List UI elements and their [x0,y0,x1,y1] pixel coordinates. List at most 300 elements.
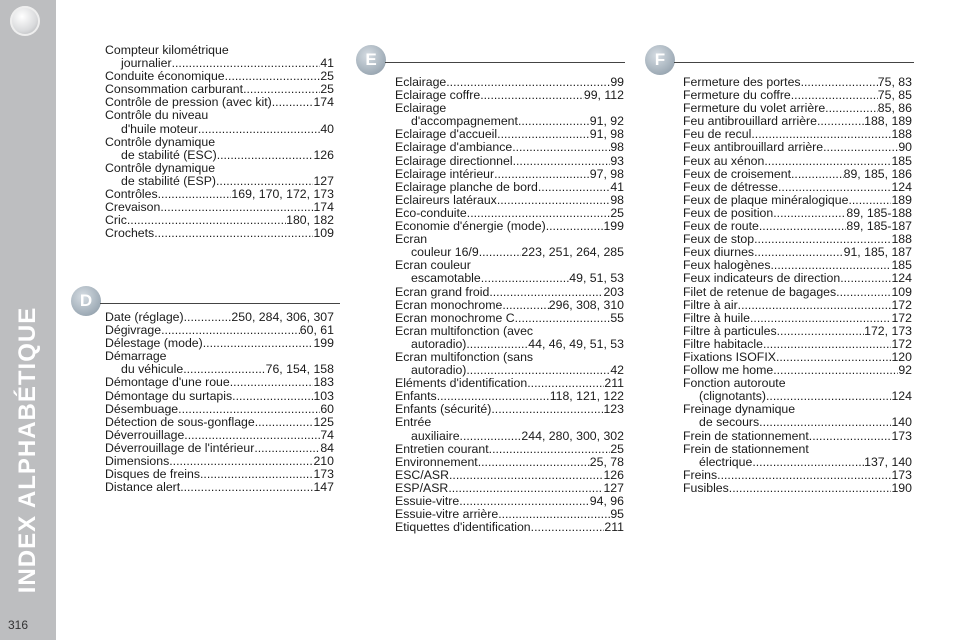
index-entry-leader [460,430,522,443]
index-entry-pages: 210 [313,454,334,469]
index-entry-term: Contrôles [105,187,158,202]
index-entry-term: de secours [699,415,760,430]
index-entry-leader [478,456,590,469]
index-entry-term: Freins [683,467,718,482]
index-entry-term: Compteur kilométrique [105,43,229,57]
page-number: 316 [8,618,29,632]
index-entry-pages: 173 [313,467,334,482]
index-entry-pages: 91, 92 [589,114,624,129]
index-entry-term: Feux de croisement [683,166,791,181]
index-entry-leader [481,272,570,285]
section-badge-d: D [71,286,101,316]
index-entry [105,403,334,416]
index-entry-pages: 123 [603,402,624,417]
corner-circle-icon [10,6,40,36]
index-entry-pages: 120 [891,349,912,364]
index-entry-term: Freinage dynamique [683,402,796,417]
index-entry-pages: 172 [891,297,912,312]
index-entry [395,469,624,482]
index-entry-term: Démontage du surtapis [105,388,233,403]
index-entry [395,521,624,534]
index-entry-pages: 125 [313,414,334,429]
index-entry [105,109,334,122]
index-entry-term: d'accompagnement [411,114,518,129]
index-entry-pages: 90 [898,140,912,155]
index-entry-term: Environnement [395,454,478,469]
index-entry [105,227,334,240]
index-entry [683,456,912,469]
index-entry [395,299,624,312]
index-entry-pages: 127 [313,173,334,188]
index-entry-term: Distance alert [105,480,181,495]
index-entry-leader [777,325,864,338]
index-entry-leader [479,246,522,259]
index-entry-leader [750,312,891,325]
index-entry-term: Feux diurnes [683,245,755,260]
index-entry [683,272,912,285]
index-entry [395,456,624,469]
index-entry [395,141,624,154]
index-entry-pages: 211 [604,376,624,391]
index-entry-leader [759,416,891,429]
index-entry-leader [809,443,912,456]
sidebar [0,0,56,640]
index-entry-leader [764,155,891,168]
index-entry-leader [203,337,314,350]
index-entry-leader [778,181,891,194]
index-entry-pages: 188, 189 [864,114,912,129]
index-entry-leader [255,416,314,429]
index-entry-leader [776,351,892,364]
index-entry-leader [538,181,610,194]
index-entry-pages: 223, 251, 264, 285 [521,245,624,260]
index-entry [683,443,912,456]
index-entry-leader [518,115,590,128]
index-entry [683,194,912,207]
index-entry-term: Crochets [105,226,155,241]
index-entry [105,429,334,442]
index-entry [395,312,624,325]
index-entry-leader [158,188,232,201]
index-entry-term: auxiliaire [411,428,460,443]
index-title: INDEX ALPHABÉTIQUE [14,306,41,594]
index-entry-pages: 98 [610,192,624,207]
index-entry-term: électrique [699,454,753,469]
index-entry [105,136,334,149]
index-entry-leader [448,482,603,495]
index-entry-leader [272,96,314,109]
index-entry-term: Enfants (sécurité) [395,402,492,417]
index-entry [683,181,912,194]
index-entry [683,430,912,443]
index-entry-pages: 103 [313,388,334,403]
index-entry-leader [840,272,891,285]
index-entry-pages: 75, 85 [877,88,912,103]
index-entry [683,312,912,325]
index-entry-leader [546,220,604,233]
index-entry-leader [184,429,320,442]
index-entry [683,325,912,338]
index-entry-pages: 99, 112 [583,88,624,103]
index-entry [395,194,624,207]
index-entry-leader [515,312,611,325]
index-entry-pages: 126 [603,467,624,482]
index-entry-term: Fixations ISOFIX [683,349,776,364]
index-entry-pages: 85, 86 [877,101,912,116]
index-entry [395,272,624,285]
index-entry-term: Entretien courant [395,441,489,456]
index-entry-pages: 49, 51, 53 [569,271,624,286]
index-entry-pages: 173 [891,428,912,443]
index-entry-leader [217,149,314,162]
index-entry-leader [848,194,891,207]
index-entry-term: Dégivrage [105,323,162,338]
index-entry-pages: 89, 185, 186 [843,166,912,181]
index-entry-leader [254,442,320,455]
index-entry-term: de stabilité (ESC) [121,147,217,162]
index-list-d [105,311,334,494]
index-entry-pages: 109 [891,284,912,299]
index-entry-pages: 93 [610,153,624,168]
index-entry-term: Entrée [395,415,432,430]
index-entry-pages: 185 [891,258,912,273]
index-entry-term: Eclairage [395,101,447,116]
index-entry-term: Crevaison [105,200,161,215]
index-entry-term: autoradio) [411,363,467,378]
index-entry-pages: 94, 96 [589,494,624,508]
index-entry-term: Filtre à particules [683,323,777,338]
index-entry-pages: 89, 185-187 [846,219,912,234]
index-entry-term: Disques de freins [105,467,201,482]
index-entry [683,482,912,495]
index-entry-term: Date (réglage) [105,310,184,324]
index-entry-pages: 41 [610,179,624,194]
index-entry [683,338,912,351]
index-entry-leader [200,468,313,481]
index-entry-pages: 60, 61 [299,323,334,338]
index-entry-term: Feux au xénon [683,153,765,168]
index-entry-term: (clignotants) [699,389,766,404]
index-entry [395,416,624,429]
index-entry-term: Feu antibrouillard arrière [683,114,817,129]
index-entry-term: Essuie-vitre [395,494,460,508]
index-entry-leader [817,115,864,128]
index-entry-pages: 203 [603,284,624,299]
index-entry-leader [229,44,334,57]
index-entry [105,162,334,175]
index-entry-leader [230,376,314,389]
index-entry-leader [752,456,864,469]
index-entry-leader [823,141,898,154]
index-entry-term: Ecran monochrome C [395,310,515,325]
index-entry-term: Désembuage [105,401,179,416]
index-entry-pages: 180, 182 [286,213,334,228]
index-entry-term: Feux de position [683,205,774,220]
section-badge-e: E [356,45,386,75]
index-entry-pages: 92 [898,363,912,378]
index-entry-term: Fermeture du coffre [683,88,791,103]
index-entry [395,286,624,299]
index-entry-term: Ecran multifonction (sans [395,349,534,364]
index-entry-term: Démontage d'une roue [105,375,230,390]
index-entry-pages: 75, 83 [877,75,912,89]
index-entry-term: ESP/ASR [395,480,449,495]
index-entry-pages: 173 [891,467,912,482]
index-entry-term: Dimensions [105,454,170,469]
index-entry-leader [215,162,334,175]
index-entry-term: Délestage (mode) [105,336,203,351]
index-entry-leader [836,286,891,299]
index-entry-term: Eclairage planche de bord [395,179,538,194]
index-entry [683,155,912,168]
index-entry-term: Feux de route [683,219,759,234]
index-entry-term: Déverrouillage [105,427,185,442]
index-entry-term: escamotable [411,271,481,286]
index-entry-leader [491,403,603,416]
index-entry-term: Eclairage d'ambiance [395,140,513,155]
index-entry-leader [466,338,528,351]
index-entry-term: de stabilité (ESP) [121,173,217,188]
index-entry-term: Economie d'énergie (mode) [395,219,546,234]
index-entry-term: Démarrage [105,349,167,364]
index-entry-pages: 169, 170, 172, 173 [231,187,334,202]
index-entry-pages: 109 [313,226,334,241]
index-entry-term: Eclaireurs latéraux [395,192,497,207]
index-entry [105,390,334,403]
index-entry-term: du véhicule [121,362,184,377]
index-entry-leader [480,89,584,102]
index-entry-pages: 172 [891,310,912,325]
index-entry [395,155,624,168]
index-entry [395,181,624,194]
index-entry-term: Feux indicateurs de direction [683,271,841,286]
index-entry-pages: 42 [610,363,624,378]
index-entry-leader [154,227,313,240]
index-entry-pages: 84 [320,440,334,455]
index-title-container [0,280,56,620]
index-entry-pages: 25 [610,441,624,456]
index-entry-pages: 126 [313,147,334,162]
index-entry-leader [531,521,605,534]
index-entry [105,149,334,162]
index-entry-term: Fusibles [683,480,729,495]
index-entry-pages: 91, 98 [589,127,624,142]
index-entry-leader [513,155,611,168]
index-entry-leader [763,338,892,351]
index-entry-leader [449,469,603,482]
index-entry-pages: 183 [313,375,334,390]
index-entry-term: Feux de détresse [683,179,779,194]
index-entry-term: Frein de stationnement [683,428,809,443]
index-entry-pages: 74 [320,427,334,442]
index-entry-term: Filtre à huile [683,310,750,325]
index-entry-pages: 40 [320,121,334,136]
index-entry-term: Filet de retenue de bagages [683,284,837,299]
index-entry [683,141,912,154]
index-entry [395,168,624,181]
index-entry-leader [489,443,611,456]
index-entry [105,123,334,136]
index-entry [683,299,912,312]
index-entry-leader [180,481,313,494]
index-entry-term: Contrôle du niveau [105,108,209,123]
index-entry-pages: 99 [610,75,624,89]
index-entry [395,430,624,443]
index-entry-pages: 199 [313,336,334,351]
index-entry-pages: 25 [320,69,334,84]
index-entry-leader [208,109,334,122]
index-entry-term: Consommation carburant [105,82,244,97]
index-entry-term: Essuie-vitre arrière [395,507,499,522]
index-entry-leader [178,403,320,416]
index-entry-leader [717,469,891,482]
index-entry-term: Feu de recul [683,127,752,142]
index-entry-leader [773,364,898,377]
index-entry-term: d'huile moteur [121,121,198,136]
index-entry-term: Contrôle de pression (avec kit) [105,95,272,110]
index-entry-pages: 140 [891,415,912,430]
index-entry-term: Filtre habitacle [683,336,763,351]
index-entry-pages: 97, 98 [589,166,624,181]
index-entry-term: Eco-conduite [395,205,467,220]
index-entry-term: Déverrouillage de l'intérieur [105,440,255,455]
index-entry-pages: 25 [610,205,624,220]
index-entry-term: Feux de plaque minéralogique [683,192,849,207]
index-entry [683,416,912,429]
index-list-c-continued [105,44,334,240]
section-badge-f: F [645,45,675,75]
index-entry-term: ESC/ASR [395,467,449,482]
index-entry-term: autoradio) [411,336,467,351]
index-entry-leader [791,168,844,181]
index-entry-term: Feux de stop [683,232,755,247]
index-entry [395,325,624,338]
index-entry-leader [773,207,846,220]
index-entry-pages: 185 [891,153,912,168]
index-entry-pages: 190 [891,480,912,495]
index-entry-term: Fonction autoroute [683,376,786,391]
index-list-f [683,76,912,495]
index-entry-pages: 124 [891,179,912,194]
index-entry-pages: 188 [891,127,912,142]
index-entry-leader [232,390,313,403]
index-entry [395,220,624,233]
index-entry-term: Feux halogènes [683,258,771,273]
index-entry-leader [533,325,624,338]
index-entry-term: Eclairage d'accueil [395,127,498,142]
index-entry-leader [431,416,624,429]
index-entry-term: Follow me home [683,363,774,378]
index-entry-pages: 199 [603,219,624,234]
index-entry-leader [184,311,232,324]
index-entry-term: Eclairage coffre [395,88,481,103]
index-entry-leader [198,123,320,136]
index-entry-leader [502,299,548,312]
index-entry-pages: 60 [320,401,334,416]
index-entry [395,443,624,456]
section-rule-f [674,62,914,63]
index-entry-pages: 124 [891,389,912,404]
index-entry-term: Enfants [395,389,437,404]
index-entry-leader [497,194,610,207]
index-entry-term: Conduite économique [105,69,225,84]
index-entry-pages: 98 [610,140,624,155]
index-entry-pages: 25, 78 [589,454,624,469]
index-entry-leader [801,76,878,89]
index-entry-term: Feux antibrouillard arrière [683,140,824,155]
index-entry-term: Ecran [395,232,428,247]
index-entry-leader [494,168,590,181]
index-entry [105,416,334,429]
index-entry-pages: 118, 121, 122 [549,389,624,404]
index-entry-pages: 25 [320,82,334,97]
index-entry-leader [738,299,892,312]
index-entry-term: Eclairage directionnel [395,153,513,168]
index-entry-leader [215,136,334,149]
index-entry-term: Ecran couleur [395,258,471,273]
index-entry-term: Détection de sous-gonflage [105,414,255,429]
index-entry-pages: 124 [891,271,912,286]
index-entry [683,469,912,482]
index-entry [105,481,334,494]
index-entry-term: Contrôle dynamique [105,160,216,175]
index-entry-leader [489,286,603,299]
index-entry-pages: 211 [604,520,624,535]
index-entry-pages: 137, 140 [864,454,912,469]
index-entry-pages: 147 [313,480,334,495]
index-entry [105,376,334,389]
index-entry-term: Fermeture du volet arrière [683,101,826,116]
index-entry-term: Ecran multifonction (avec [395,323,534,338]
index-entry-term: Ecran monochrome [395,297,503,312]
index-entry-term: Frein de stationnement [683,441,809,456]
index-entry-leader [759,220,846,233]
index-entry-pages: 89, 185-188 [846,205,912,220]
index-entry-term: Ecran grand froid [395,284,490,299]
index-entry-pages: 172 [891,336,912,351]
index-entry-pages: 55 [610,310,624,325]
index-entry [683,168,912,181]
index-entry [683,286,912,299]
index-entry-pages: 244, 280, 300, 302 [521,428,624,443]
index-entry-pages: 76, 154, 158 [265,362,334,377]
index-entry [395,338,624,351]
index-entry-term: couleur 16/9 [411,245,479,260]
index-entry-pages: 188 [891,232,912,247]
index-entry-pages: 296, 308, 310 [548,297,624,312]
index-entry-pages: 174 [313,95,334,110]
section-rule-d [100,303,340,304]
index-entry-pages: 95 [610,507,624,522]
index-entry-term: Fermeture des portes [683,75,801,89]
index-entry-term: Etiquettes d'identification [395,520,531,535]
index-entry-pages: 189 [891,192,912,207]
index-entry-term: Eclairage intérieur [395,166,495,181]
index-entry-term: Cric [105,213,127,228]
index-entry-leader [512,141,610,154]
index-entry-pages: 41 [320,56,334,71]
index-entry-term: journalier [121,56,172,71]
index-entry-leader [809,430,892,443]
section-rule-e [385,62,625,63]
index-entry-pages: 174 [313,200,334,215]
index-entry-term: Eclairage [395,75,447,89]
index-list-e [395,76,624,534]
index-entry-pages: 172, 173 [864,323,912,338]
index-entry-term: Eléments d'identification [395,376,528,391]
index-entry-term: Contrôle dynamique [105,134,216,149]
index-entry-leader [729,482,892,495]
